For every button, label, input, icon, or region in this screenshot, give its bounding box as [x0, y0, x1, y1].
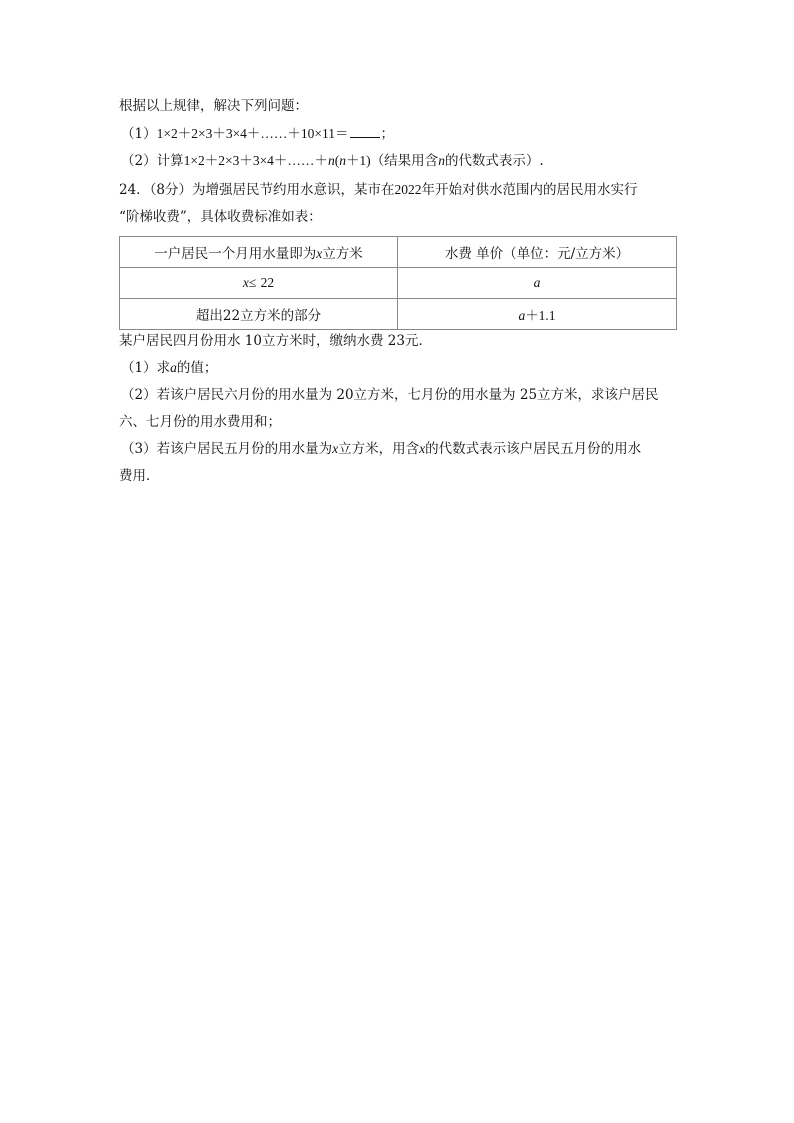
table-row [120, 268, 677, 299]
cell-tier1-range: x≤ 22 [120, 268, 398, 299]
intro-text: 根据以上规律，解决下列问题： [119, 98, 308, 114]
q24-part1: （1）求a的值； [121, 360, 218, 376]
cell-tier1-price: a [398, 268, 677, 299]
q23-part2-label: （2）计算 [121, 153, 184, 169]
q23-part2-paren: （结果用含 [370, 153, 439, 169]
q23-part2-var-n2: n [339, 153, 346, 168]
q24-heading-b: 年开始对供水范围内的居民用水实行 [421, 182, 638, 198]
q24-part3-line2: 费用． [119, 468, 160, 484]
q23-part2-expr-a: 1×2＋2×3＋3×4＋……＋ [183, 153, 328, 168]
cell-tier2-price: a＋1.1 [398, 299, 677, 330]
header-cell-usage: 一户居民一个月用水量即为x立方米 [120, 237, 398, 268]
fee-table [119, 236, 677, 330]
q23-part1-label: （1） [121, 126, 157, 142]
table-row [120, 299, 677, 330]
q24-heading [119, 180, 638, 200]
q23-part2 [121, 151, 544, 171]
header-cell-price: 水费 单价（单位：元/立方米） [398, 237, 677, 268]
q23-part2-tail: 的代数式表示）. [444, 153, 544, 169]
q24-part3-line1: （3）若该户居民五月份的用水量为x立方米，用含x的代数式表示该户居民五月份的用水 [121, 441, 642, 457]
cell-tier2-range: 超出22立方米的部分 [120, 299, 398, 330]
q23-part1-tail: ； [380, 126, 395, 142]
q23-part2-var: n [438, 153, 445, 168]
answer-blank[interactable] [350, 124, 380, 138]
q23-part2-expr-c: ＋1) [345, 153, 371, 168]
q24-heading-year: 2022 [394, 182, 422, 197]
q24-heading-a: 24．（8分）为增强居民节约用水意识，某市在 [119, 182, 395, 198]
q23-part2-expr-b: ( [334, 153, 340, 168]
q24-fact: 某户居民四月份用水 10立方米时，缴纳水费 23元． [119, 333, 432, 349]
q23-part2-var-n: n [327, 153, 335, 168]
q23-part1 [121, 124, 394, 144]
q23-part1-expression: 1×2＋2×3＋3×4＋……＋10×11＝ [156, 126, 349, 141]
q24-part2-line2: 六、七月份的用水费用和； [119, 414, 281, 430]
q24-part2-line1: （2）若该户居民六月份的用水量为 20立方米，七月份的用水量为 25立方米，求该户居民 [121, 387, 659, 403]
q24-heading-line2: “阶梯收费”，具体收费标准如表： [119, 209, 322, 225]
table-header-row [120, 237, 677, 268]
